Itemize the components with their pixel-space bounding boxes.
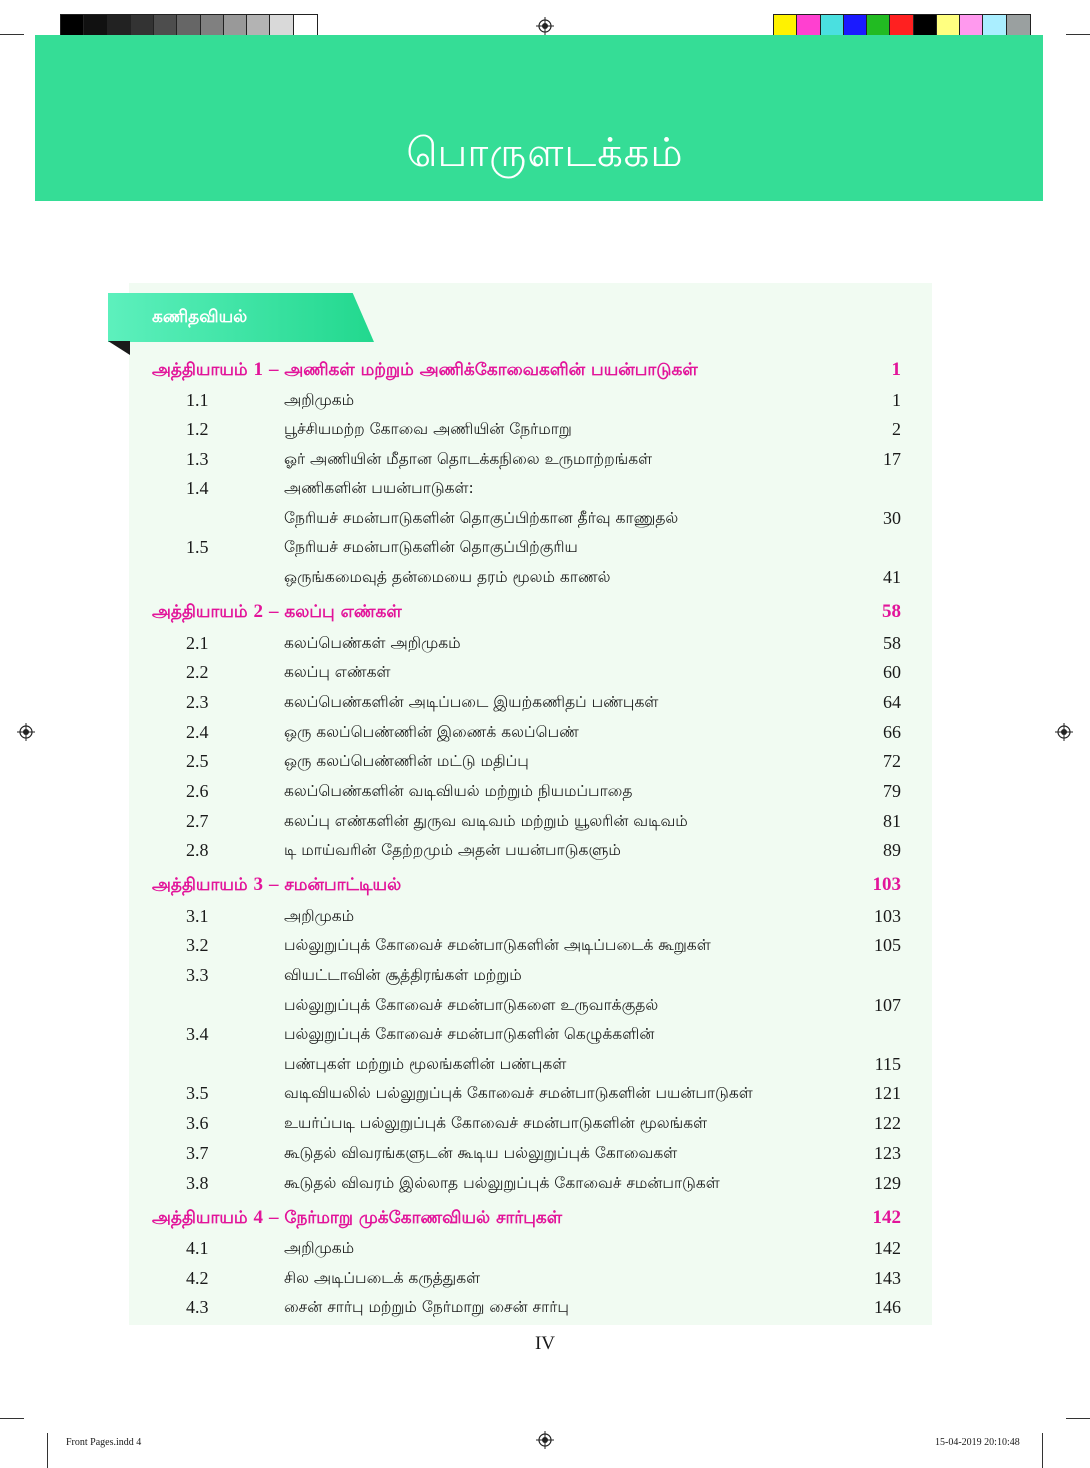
section-title: வியட்டாவின் சூத்திரங்கள் மற்றும் <box>284 966 522 984</box>
slug-timestamp: 15-04-2019 20:10:48 <box>935 1437 1020 1448</box>
section-number: 3.5 <box>186 1083 209 1103</box>
color-swatch <box>177 15 200 37</box>
chapter-page-number: 1 <box>891 359 901 380</box>
toc-entry-row[interactable] <box>0 690 1090 720</box>
section-number: 1.2 <box>186 419 209 439</box>
color-swatch <box>867 15 890 37</box>
section-number: 1.3 <box>186 449 209 469</box>
toc-entry-row[interactable] <box>0 838 1090 868</box>
chapter-title: கலப்பு எண்கள் <box>284 602 402 622</box>
section-title: ஒருங்கமைவுத் தன்மையை தரம் மூலம் காணல் <box>284 568 611 586</box>
section-title: நேரியச் சமன்பாடுகளின் தொகுப்பிற்கான தீர்வு காணுதல் <box>284 509 679 527</box>
registration-mark-icon <box>536 1431 554 1449</box>
color-swatch <box>983 15 1006 37</box>
section-title: கலப்பெண்கள் அறிமுகம் <box>284 634 461 652</box>
color-swatch <box>154 15 177 37</box>
section-number: 3.1 <box>186 906 209 926</box>
toc-entry-row[interactable] <box>0 933 1090 963</box>
toc-entry-row[interactable] <box>0 1266 1090 1296</box>
chapter-row[interactable] <box>0 600 1090 630</box>
chapter-page-number: 142 <box>872 1207 901 1228</box>
section-title: வடிவியலில் பல்லுறுப்புக் கோவைச் சமன்பாடுகளின் பயன்பாடுகள் <box>284 1084 753 1102</box>
chapter-number: 3 <box>253 874 264 895</box>
section-page-number: 105 <box>874 935 901 955</box>
toc-entry-row[interactable] <box>0 809 1090 839</box>
toc-entry-row[interactable] <box>0 565 1090 595</box>
section-number: 2.3 <box>186 692 209 712</box>
section-title: ஒரு கலப்பெண்ணின் மட்டு மதிப்பு <box>284 752 529 770</box>
chapter-heading <box>152 1207 562 1230</box>
chapter-page-number: 103 <box>872 874 901 895</box>
section-title: சில அடிப்படைக் கருத்துகள் <box>284 1269 481 1287</box>
toc-entry-row[interactable] <box>0 1052 1090 1082</box>
section-number: 2.1 <box>186 633 209 653</box>
section-page-number: 142 <box>874 1238 901 1258</box>
chapter-page-number: 58 <box>882 601 901 622</box>
section-title: ஓர் அணியின் மீதான தொடக்கநிலை உருமாற்றங்கள் <box>284 450 653 468</box>
section-title: கூடுதல் விவரங்களுடன் கூடிய பல்லுறுப்புக் கோவைகள் <box>284 1144 678 1162</box>
color-swatch <box>844 15 867 37</box>
toc-entry-row[interactable] <box>0 506 1090 536</box>
section-number: 2.2 <box>186 662 209 682</box>
toc-entry-row[interactable] <box>0 1295 1090 1325</box>
color-swatch <box>270 15 293 37</box>
section-title: பல்லுறுப்புக் கோவைச் சமன்பாடுகளின் கெழுக்களின் <box>284 1025 655 1043</box>
color-swatch <box>890 15 913 37</box>
color-swatch <box>247 15 270 37</box>
crop-mark <box>1042 1433 1043 1468</box>
section-number: 3.6 <box>186 1113 209 1133</box>
toc-entry-row[interactable] <box>0 1141 1090 1171</box>
chapter-title: சமன்பாட்டியல் <box>284 875 402 895</box>
section-number: 4.2 <box>186 1268 209 1288</box>
color-swatch <box>797 15 820 37</box>
section-page-number: 17 <box>883 449 901 469</box>
section-page-number: 143 <box>874 1268 901 1288</box>
chapter-number: 2 <box>253 601 264 622</box>
section-page-number: 1 <box>892 390 901 410</box>
crop-mark <box>47 1433 48 1468</box>
section-number: 1.1 <box>186 390 209 410</box>
toc-entry-row[interactable] <box>0 749 1090 779</box>
crop-mark <box>0 1418 24 1419</box>
color-swatch <box>294 15 317 37</box>
section-page-number: 103 <box>874 906 901 926</box>
toc-entry-row[interactable] <box>0 963 1090 993</box>
chapter-label: அத்தியாயம் <box>152 875 248 895</box>
chapter-row[interactable] <box>0 1206 1090 1236</box>
toc-entry-row[interactable] <box>0 904 1090 934</box>
chapter-label: அத்தியாயம் <box>152 1208 248 1228</box>
section-title: கூடுதல் விவரம் இல்லாத பல்லுறுப்புக் கோவைச் சமன்பாடுகள் <box>284 1174 720 1192</box>
section-page-number: 107 <box>874 995 901 1015</box>
toc-entry-row[interactable] <box>0 447 1090 477</box>
color-swatch <box>131 15 154 37</box>
chapter-label: அத்தியாயம் <box>152 602 248 622</box>
section-title: ஒரு கலப்பெண்ணின் இணைக் கலப்பெண் <box>284 723 579 741</box>
toc-entry-row[interactable] <box>0 1022 1090 1052</box>
section-number: 3.8 <box>186 1173 209 1193</box>
page-folio: IV <box>534 1333 556 1354</box>
section-page-number: 121 <box>874 1083 901 1103</box>
page-title: பொருளடக்கம் <box>406 130 684 176</box>
section-number: 1.5 <box>186 537 209 557</box>
section-page-number: 122 <box>874 1113 901 1133</box>
section-title: உயர்ப்படி பல்லுறுப்புக் கோவைச் சமன்பாடுகளின் மூலங்கள் <box>284 1114 708 1132</box>
section-title: பூச்சியமற்ற கோவை அணியின் நேர்மாறு <box>284 420 572 438</box>
section-page-number: 64 <box>883 692 901 712</box>
section-number: 2.5 <box>186 751 209 771</box>
registration-mark-icon <box>536 17 554 35</box>
section-number: 1.4 <box>186 478 209 498</box>
section-title: பல்லுறுப்புக் கோவைச் சமன்பாடுகளை உருவாக்குதல் <box>284 996 659 1014</box>
toc-entry-row[interactable] <box>0 779 1090 809</box>
section-page-number: 81 <box>883 811 901 831</box>
section-number: 2.6 <box>186 781 209 801</box>
chapter-dash: – <box>268 601 279 622</box>
section-number: 4.1 <box>186 1238 209 1258</box>
section-page-number: 58 <box>883 633 901 653</box>
color-swatch <box>774 15 797 37</box>
section-page-number: 123 <box>874 1143 901 1163</box>
section-number: 3.7 <box>186 1143 209 1163</box>
section-number: 4.3 <box>186 1297 209 1317</box>
section-number: 2.8 <box>186 840 209 860</box>
crop-mark <box>1066 34 1090 35</box>
section-page-number: 79 <box>883 781 901 801</box>
section-page-number: 146 <box>874 1297 901 1317</box>
toc-entry-row[interactable] <box>0 388 1090 418</box>
section-page-number: 66 <box>883 722 901 742</box>
section-page-number: 30 <box>883 508 901 528</box>
toc-entry-row[interactable] <box>0 720 1090 750</box>
toc-entry-row[interactable] <box>0 660 1090 690</box>
section-title: அறிமுகம் <box>284 907 355 925</box>
section-page-number: 115 <box>874 1054 901 1074</box>
crop-mark <box>1066 1418 1090 1419</box>
color-swatch <box>937 15 960 37</box>
toc-entry-row[interactable] <box>0 1081 1090 1111</box>
section-number: 2.4 <box>186 722 209 742</box>
toc-entry-row[interactable] <box>0 631 1090 661</box>
section-page-number: 60 <box>883 662 901 682</box>
section-label: கணிதவியல் <box>152 307 248 327</box>
toc-entry-row[interactable] <box>0 1236 1090 1266</box>
section-number: 3.2 <box>186 935 209 955</box>
chapter-dash: – <box>268 874 279 895</box>
toc-entry-row[interactable] <box>0 535 1090 565</box>
color-swatch <box>108 15 131 37</box>
color-swatch <box>821 15 844 37</box>
color-swatch <box>61 15 84 37</box>
section-title: கலப்பு எண்களின் துருவ வடிவம் மற்றும் யூலரின் வடிவம் <box>284 812 688 830</box>
section-title: பல்லுறுப்புக் கோவைச் சமன்பாடுகளின் அடிப்படைக் கூறுகள் <box>284 936 711 954</box>
chapter-row[interactable] <box>0 358 1090 388</box>
toc-entry-row[interactable] <box>0 1111 1090 1141</box>
color-swatch <box>960 15 983 37</box>
section-page-number: 89 <box>883 840 901 860</box>
chapter-heading <box>152 359 698 382</box>
chapter-title: நேர்மாறு முக்கோணவியல் சார்புகள் <box>284 1208 563 1228</box>
section-number: 2.7 <box>186 811 209 831</box>
chapter-title: அணிகள் மற்றும் அணிக்கோவைகளின் பயன்பாடுகள் <box>284 360 698 380</box>
section-page-number: 41 <box>883 567 901 587</box>
section-number: 3.3 <box>186 965 209 985</box>
toc-entry-row[interactable] <box>0 993 1090 1023</box>
section-title: டி மாய்வரின் தேற்றமும் அதன் பயன்பாடுகளும் <box>284 841 621 859</box>
color-swatch <box>84 15 107 37</box>
chapter-number: 1 <box>253 359 264 380</box>
color-swatch <box>914 15 937 37</box>
chapter-heading <box>152 601 402 624</box>
section-title: பண்புகள் மற்றும் மூலங்களின் பண்புகள் <box>284 1055 567 1073</box>
section-page-number: 2 <box>892 419 901 439</box>
section-title: நேரியச் சமன்பாடுகளின் தொகுப்பிற்குரிய <box>284 538 578 556</box>
color-swatch <box>201 15 224 37</box>
section-title: அறிமுகம் <box>284 1239 355 1257</box>
chapter-row[interactable] <box>0 873 1090 903</box>
section-title: கலப்பெண்களின் அடிப்படை இயற்கணிதப் பண்புகள் <box>284 693 659 711</box>
section-title: அறிமுகம் <box>284 391 355 409</box>
toc-entry-row[interactable] <box>0 417 1090 447</box>
section-tab-fold <box>108 341 130 355</box>
section-title: கலப்பு எண்கள் <box>284 663 391 681</box>
color-swatch <box>1007 15 1030 37</box>
chapter-label: அத்தியாயம் <box>152 360 248 380</box>
chapter-heading <box>152 874 401 897</box>
chapter-dash: – <box>268 1207 279 1228</box>
color-swatch <box>224 15 247 37</box>
section-title: அணிகளின் பயன்பாடுகள்: <box>284 479 474 497</box>
toc-entry-row[interactable] <box>0 476 1090 506</box>
section-page-number: 72 <box>883 751 901 771</box>
section-page-number: 129 <box>874 1173 901 1193</box>
section-title: கலப்பெண்களின் வடிவியல் மற்றும் நியமப்பாதை <box>284 782 633 800</box>
section-number: 3.4 <box>186 1024 209 1044</box>
chapter-dash: – <box>268 359 279 380</box>
slug-file-name: Front Pages.indd 4 <box>66 1437 142 1448</box>
toc-entry-row[interactable] <box>0 1171 1090 1201</box>
chapter-number: 4 <box>253 1207 264 1228</box>
section-title: சைன் சார்பு மற்றும் நேர்மாறு சைன் சார்பு <box>284 1298 569 1316</box>
crop-mark <box>0 34 24 35</box>
